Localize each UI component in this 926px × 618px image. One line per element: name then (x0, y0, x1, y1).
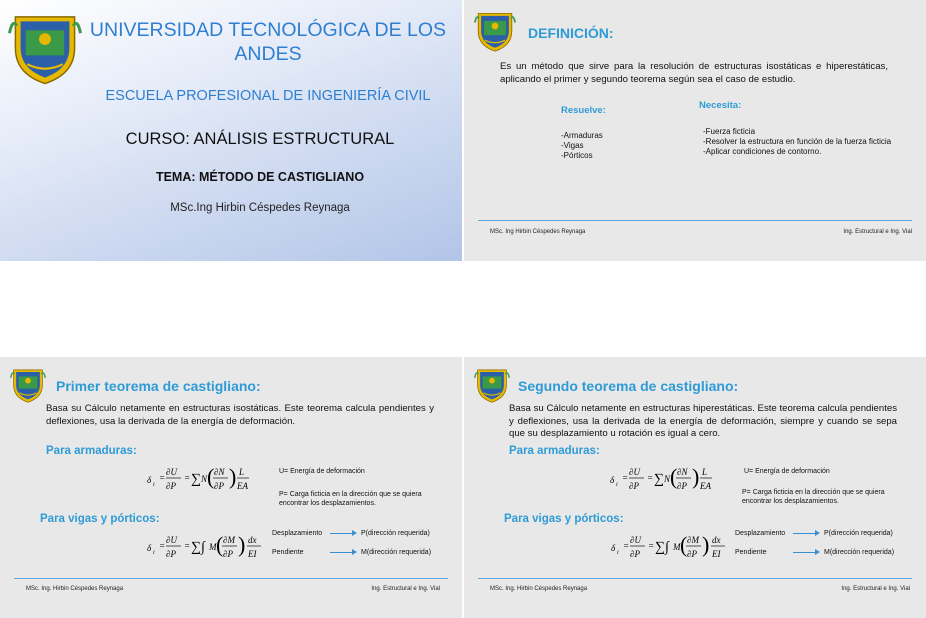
beam-formula (145, 529, 265, 567)
formula-subscript: i (616, 482, 618, 488)
formula-dM: ∂M (687, 535, 699, 545)
course-name: CURSO: ANÁLISIS ESTRUCTURAL (125, 130, 395, 148)
formula-EI: EI (712, 549, 721, 559)
svg-text:): ) (229, 464, 237, 489)
list-item: -Armaduras (561, 131, 603, 140)
necesita-heading: Necesita: (699, 100, 742, 111)
armaduras-heading: Para armaduras: (46, 445, 137, 457)
energy-note: U= Energía de deformación (279, 468, 365, 475)
resuelve-heading: Resuelve: (561, 105, 606, 116)
list-item: -Aplicar condiciones de contorno. (703, 147, 822, 156)
footer-divider (478, 220, 912, 221)
vigas-heading: Para vigas y pórticos: (40, 513, 160, 525)
svg-text:): ) (238, 532, 246, 557)
load-note: P= Carga ficticia en la dirección que se quiera encontrar los desplazamientos. (742, 489, 885, 505)
svg-text:∑∫: ∑∫ (191, 540, 205, 555)
formula-delta: δ (147, 475, 152, 485)
footer-subject: Ing. Estructural e Ing. Vial (371, 586, 440, 592)
svg-text:=: = (647, 473, 654, 483)
topic-name: TEMA: MÉTODO DE CASTIGLIANO (155, 170, 365, 184)
formula-dP: ∂P (214, 481, 224, 491)
formula-dP: ∂P (629, 481, 639, 491)
svg-text:=: = (184, 541, 191, 551)
arrow-right-icon (815, 530, 820, 536)
m-direction-label: M(dirección requerida) (361, 549, 432, 556)
formula-dP: ∂P (166, 481, 176, 491)
truss-formula (608, 461, 723, 499)
arrow-line (330, 533, 352, 534)
svg-text:=: = (622, 473, 629, 483)
formula-M: M (209, 542, 217, 552)
svg-text:∑: ∑ (191, 472, 201, 487)
arrow-right-icon (352, 549, 357, 555)
svg-text:=: = (184, 473, 191, 483)
formula-dM: ∂M (223, 535, 235, 545)
formula-L: L (239, 467, 245, 477)
formula-subscript: i (617, 550, 619, 556)
formula-subscript: i (153, 482, 155, 488)
formula-dP: ∂P (166, 549, 176, 559)
university-crest-icon (10, 365, 46, 405)
necesita-list (703, 127, 893, 157)
armaduras-heading: Para armaduras: (509, 445, 600, 457)
formula-dP: ∂P (630, 549, 640, 559)
definition-text: Es un método que sirve para la resolución de estructuras isostáticas e hiperestáticas, aplicando el primer y segundo teorema según sea el caso de estudio. (500, 61, 888, 85)
slide-title: Segundo teorema de castigliano: (518, 378, 739, 394)
arrow-line (793, 533, 815, 534)
svg-text:∑∫: ∑∫ (655, 540, 669, 555)
formula-delta: δ (610, 475, 615, 485)
university-crest-icon (8, 8, 82, 88)
formula-dU: ∂U (629, 467, 640, 477)
university-crest-icon (474, 365, 510, 405)
list-item: -Vigas (561, 141, 584, 150)
footer-author: MSc. Ing. Hirbin Céspedes Reynaga (26, 586, 124, 592)
university-crest-icon (474, 8, 516, 54)
formula-dN: ∂N (214, 467, 225, 477)
university-title-line1: UNIVERSIDAD TECNOLÓGICA DE LOS (89, 19, 447, 41)
svg-text:=: = (159, 541, 166, 551)
slide-title: Primer teorema de castigliano: (56, 378, 261, 394)
formula-dP: ∂P (687, 549, 697, 559)
arrow-right-icon (352, 530, 357, 536)
truss-formula (145, 461, 260, 499)
energy-note: U= Energía de deformación (744, 468, 830, 475)
university-title (88, 18, 448, 66)
footer-divider (478, 578, 912, 579)
formula-dN: ∂N (677, 467, 688, 477)
author-name: MSc.Ing Hirbin Céspedes Reynaga (170, 202, 350, 214)
formula-EA: EA (237, 481, 248, 491)
arrow-line (330, 552, 352, 553)
formula-N: N (664, 474, 671, 484)
load-note: P= Carga ficticia en la dirección que se quiera encontrar los desplazamientos. (279, 491, 422, 507)
svg-text:(: ( (680, 532, 688, 557)
svg-text:): ) (702, 532, 710, 557)
desplazamiento-label: Desplazamiento (735, 530, 786, 537)
pendiente-label: Pendiente (272, 549, 304, 556)
university-title-line2: ANDES (234, 43, 302, 65)
svg-text:∑: ∑ (654, 472, 664, 487)
formula-dx: dx (712, 535, 721, 545)
p-direction-label: P(dirección requerida) (361, 530, 430, 537)
beam-formula (609, 529, 729, 567)
pendiente-label: Pendiente (735, 549, 767, 556)
m-direction-label: M(dirección requerida) (824, 549, 895, 556)
svg-text:(: ( (207, 464, 215, 489)
footer-divider (14, 578, 448, 579)
footer-author: MSc. Ing. Hirbin Céspedes Reynaga (490, 586, 588, 592)
formula-N: N (201, 474, 208, 484)
formula-EI: EI (248, 549, 257, 559)
p-direction-label: P(dirección requerida) (824, 530, 893, 537)
theorem-text: Basa su Cálculo netamente en estructuras isostáticas. Este teorema calcula pendientes y deflexiones, usa la derivada de la energía de deformación. (46, 403, 434, 427)
formula-dP: ∂P (677, 481, 687, 491)
formula-delta: δ (147, 543, 152, 553)
formula-L: L (702, 467, 708, 477)
footer-subject: Ing. Estructural e Ing. Vial (843, 229, 912, 235)
formula-dU: ∂U (166, 467, 177, 477)
formula-dU: ∂U (166, 535, 177, 545)
formula-subscript: i (153, 550, 155, 556)
school-name: ESCUELA PROFESIONAL DE INGENIERÍA CIVIL (105, 88, 431, 104)
svg-text:=: = (623, 541, 630, 551)
svg-text:=: = (648, 541, 655, 551)
svg-text:(: ( (216, 532, 224, 557)
slide-title[interactable] (0, 0, 462, 261)
arrow-line (793, 552, 815, 553)
list-item: -Pórticos (561, 151, 593, 160)
arrow-right-icon (815, 549, 820, 555)
vigas-heading: Para vigas y pórticos: (504, 513, 624, 525)
slide-definicion[interactable] (464, 0, 926, 261)
formula-delta: δ (611, 543, 616, 553)
list-item: -Resolver la estructura en función de la fuerza ficticia (703, 137, 892, 146)
footer-author: MSc. Ing Hirbin Céspedes Reynaga (490, 229, 586, 235)
formula-dP: ∂P (223, 549, 233, 559)
formula-dU: ∂U (630, 535, 641, 545)
slide-primer-teorema[interactable] (0, 357, 462, 618)
slide-segundo-teorema[interactable] (464, 357, 926, 618)
svg-text:=: = (159, 473, 166, 483)
resuelve-list (561, 131, 603, 161)
svg-text:): ) (692, 464, 700, 489)
desplazamiento-label: Desplazamiento (272, 530, 323, 537)
formula-M: M (673, 542, 681, 552)
footer-subject: Ing. Estructural e Ing. Vial (841, 586, 910, 592)
list-item: -Fuerza ficticia (703, 127, 756, 136)
slide-title: DEFINICIÓN: (528, 25, 614, 41)
formula-EA: EA (700, 481, 711, 491)
theorem-text: Basa su Cálculo netamente en estructuras hiperestáticas. Este teorema calcula pendientes y deflexiones, usa la derivada de la energía de deformación, siempre y cuando se sepa que su desplazamiento u rotación es igual a cero. (509, 403, 897, 440)
svg-text:(: ( (670, 464, 678, 489)
formula-dx: dx (248, 535, 257, 545)
